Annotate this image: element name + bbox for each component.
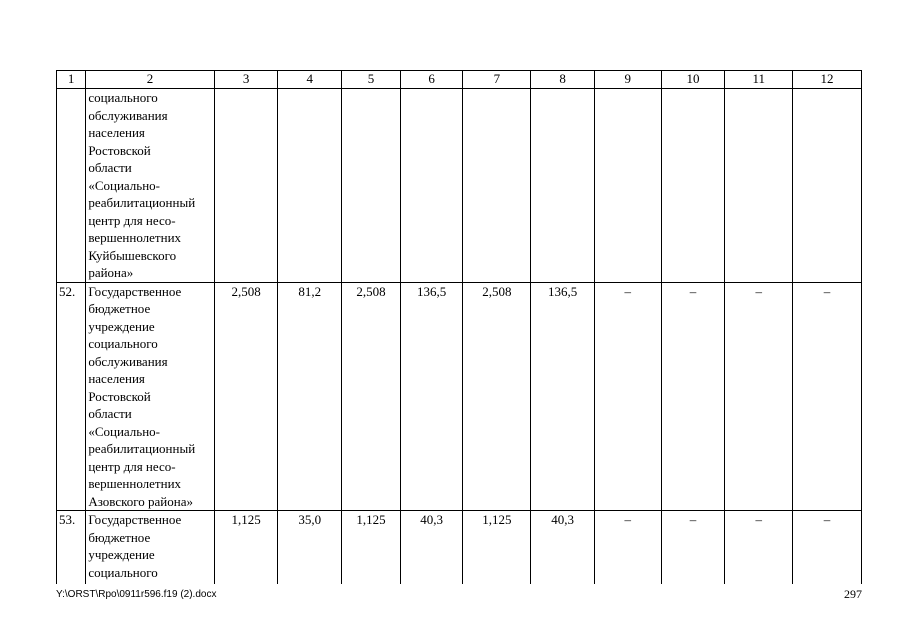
column-header: 7 bbox=[463, 71, 531, 89]
table-cell bbox=[725, 89, 793, 283]
column-header: 1 bbox=[57, 71, 86, 89]
column-header: 5 bbox=[342, 71, 401, 89]
table-cell: – bbox=[661, 282, 725, 511]
row-number: 52. bbox=[57, 282, 86, 511]
column-header: 12 bbox=[793, 71, 862, 89]
table-cell: – bbox=[793, 282, 862, 511]
column-header: 3 bbox=[214, 71, 278, 89]
column-header: 8 bbox=[531, 71, 595, 89]
column-header: 11 bbox=[725, 71, 793, 89]
table-cell: – bbox=[725, 511, 793, 585]
column-header: 2 bbox=[86, 71, 214, 89]
row-number: 53. bbox=[57, 511, 86, 585]
column-header: 6 bbox=[400, 71, 463, 89]
table-cell bbox=[342, 89, 401, 283]
header-row bbox=[57, 71, 862, 89]
column-header: 10 bbox=[661, 71, 725, 89]
data-table bbox=[56, 70, 862, 584]
table-cell bbox=[214, 89, 278, 283]
table-row bbox=[57, 511, 862, 585]
table-cell: 2,508 bbox=[214, 282, 278, 511]
table-cell: – bbox=[793, 511, 862, 585]
table-cell: 40,3 bbox=[400, 511, 463, 585]
table-cell: 40,3 bbox=[531, 511, 595, 585]
table-cell: – bbox=[725, 282, 793, 511]
table-cell: – bbox=[661, 511, 725, 585]
table-cell: 1,125 bbox=[342, 511, 401, 585]
table-cell: – bbox=[594, 511, 661, 585]
institution-name: Государственное бюджетное учреждение социального обслуживания населения Ростовской области «Социально- реабилитационный центр для несо- вершеннолетних Азовского района» bbox=[86, 282, 214, 511]
table-cell: 35,0 bbox=[278, 511, 342, 585]
table-cell bbox=[661, 89, 725, 283]
table-cell bbox=[463, 89, 531, 283]
institution-name: социального обслуживания населения Ростовской области «Социально- реабилитационный центр для несо- вершеннолетних Куйбышевского района» bbox=[86, 89, 214, 283]
table-cell: – bbox=[594, 282, 661, 511]
table-cell: 2,508 bbox=[342, 282, 401, 511]
table-cell: 136,5 bbox=[400, 282, 463, 511]
table-cell bbox=[278, 89, 342, 283]
table-cell bbox=[400, 89, 463, 283]
table-cell bbox=[793, 89, 862, 283]
table-cell bbox=[531, 89, 595, 283]
footer-file-path: Y:\ORST\Rpo\0911r596.f19 (2).docx bbox=[56, 589, 217, 600]
row-number bbox=[57, 89, 86, 283]
table-cell: 1,125 bbox=[214, 511, 278, 585]
page-number: 297 bbox=[844, 587, 862, 601]
table-cell: 81,2 bbox=[278, 282, 342, 511]
column-header: 4 bbox=[278, 71, 342, 89]
table-cell: 136,5 bbox=[531, 282, 595, 511]
table-cell: 1,125 bbox=[463, 511, 531, 585]
table-cell: 2,508 bbox=[463, 282, 531, 511]
table-row bbox=[57, 282, 862, 511]
institution-name: Государственное бюджетное учреждение социального bbox=[86, 511, 214, 585]
table-cell bbox=[594, 89, 661, 283]
column-header: 9 bbox=[594, 71, 661, 89]
table-row bbox=[57, 89, 862, 283]
